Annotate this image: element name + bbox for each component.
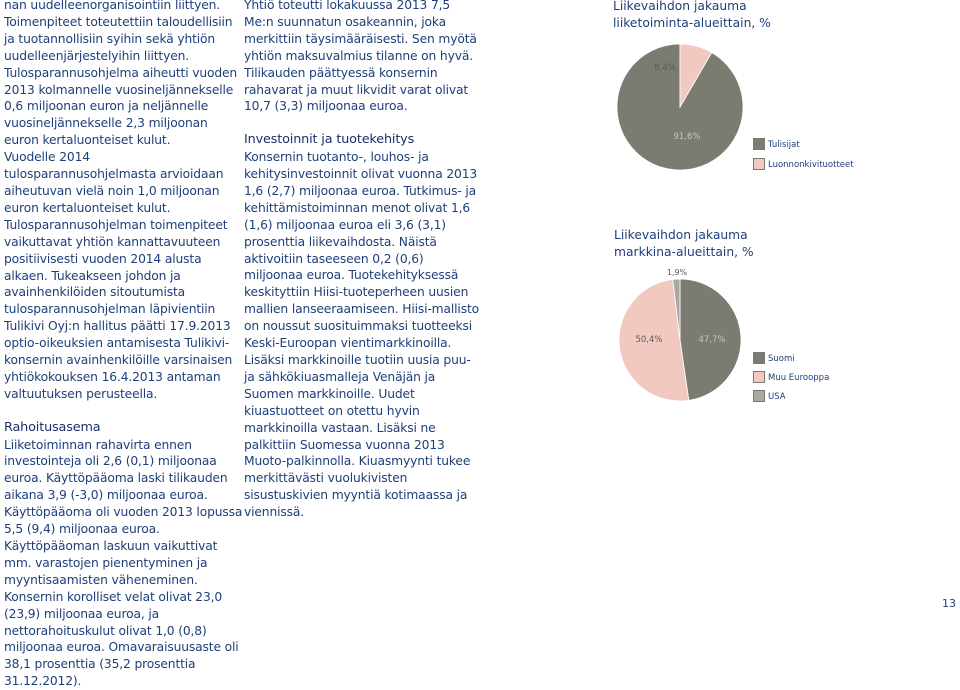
legend-label: Muu Eurooppa	[768, 373, 830, 383]
legend-item	[753, 158, 953, 172]
legend-label: Tulisijat	[768, 140, 800, 150]
legend-item	[753, 352, 953, 366]
legend-item	[753, 371, 953, 385]
paragraph: nan uudelleenorganisointiin liittyen. Toimenpiteet toteutettiin taloudellisiin ja tuotannollisiin syihin sekä yhtiön uudelleenjärjestelyihin liittyen.	[4, 0, 233, 63]
section-heading-investoinnit: Investoinnit ja tuotekehitys	[244, 132, 415, 148]
legend-label: USA	[768, 392, 786, 402]
spacer	[4, 403, 244, 420]
legend-swatch	[753, 138, 765, 150]
paragraph: Liiketoiminnan rahavirta ennen investointeja oli 2,6 (0,1) miljoonaa euroa. Käyttöpääoma laski tilikauden aikana 3,9 (-3,0) miljoonaa euroa. Käyttöpääoma oli vuoden 2013 lopussa 5,5 (9,4) miljoonaa euroa. Käyttöpääoman laskuun vaikuttivat mm. varastojen pienentyminen ja myyntisaamisten väheneminen. Konsernin korolliset velat olivat 23,0 (23,9) miljoonaa euroa, ja nettorahoituskulut olivat 1,0 (0,8) miljoonaa euroa. Omavaraisuusaste oli 38,1 prosenttia (35,2 prosenttia 31.12.2012).	[4, 437, 243, 689]
pie-data-label-0: 47,7%	[698, 335, 726, 345]
paragraph: Vuodelle 2014 tulosparannusohjelmasta arvioidaan aiheutuvan vielä noin 1,0 miljoonan euron kertaluonteiset kulut.	[4, 150, 224, 215]
legend-swatch	[753, 390, 765, 402]
legend-item	[753, 390, 953, 404]
pie-data-label-2: 1,9%	[666, 268, 688, 277]
text-column-left	[4, 0, 244, 690]
text-column-middle	[244, 0, 482, 521]
pie-chart-business-areas	[600, 30, 760, 190]
pie-data-label-0: 91,6%	[673, 132, 701, 142]
paragraph: Konsernin tuotanto-, louhos- ja kehitysinvestoinnit olivat vuonna 2013 1,6 (2,7) miljoonaa euroa. Tutkimus- ja kehittämistoiminnan menot olivat 1,6 (1,6) miljoonaa euroa eli 3,6 (3,1) prosenttia liikevaihdosta. Näistä aktivoitiin taseeseen 0,2 (0,6) miljoonaa euroa. Tuotekehityksessä keskityttiin Hiisi-tuoteperheen uusien mallien lanseeraamiseen. Hiisi-mallisto on noussut suosituimmaksi tuotteeksi Keski-Euroopan vientimarkkinoilla. Lisäksi markkinoille tuotiin uusia puu- ja sähkökiuasmalleja Venäjän ja Suomen markkinoille. Uudet kiuastuotteet on otettu hyvin markkinoilla vastaan. Lisäksi ne palkittiin Suomessa vuonna 2013 Muoto-palkinnolla. Kiuasmyynti tukee merkittävästi vuolukivisten sisustuskivien myyntiä kotimaassa ja viennissä.	[244, 150, 479, 520]
pie-chart-market-areas	[600, 255, 760, 415]
pie-data-label-1: 8,4%	[654, 63, 676, 73]
chart-2-title: Liikevaihdon jakauma markkina-alueittain, %	[614, 228, 754, 259]
chart-1-title: Liikevaihdon jakauma liiketoiminta-alueittain, %	[613, 0, 771, 30]
paragraph: Tulosparannusohjelma aiheutti vuoden 2013 kolmannelle vuosineljännekselle 0,6 miljoonan euron ja neljännelle vuosineljännekselle 2,3 miljoonan euron kertaluonteiset kulut.	[4, 65, 238, 148]
legend-item	[753, 138, 953, 152]
paragraph: Tilikauden päättyessä konsernin rahavarat ja muut likvidit varat olivat 10,7 (3,3) miljoonaa euroa.	[244, 65, 469, 114]
page-number: 13	[942, 597, 956, 610]
legend-swatch	[753, 352, 765, 364]
spacer	[244, 115, 482, 132]
paragraph: Yhtiö toteutti lokakuussa 2013 7,5 Me:n suunnatun osakeannin, joka merkittiin täysimääräisesti. Sen myötä yhtiön maksuvalmius tilanne on hyvä.	[244, 0, 477, 63]
legend-swatch	[753, 371, 765, 383]
legend-label: Suomi	[768, 354, 795, 364]
paragraph: Tulosparannusohjelman toimenpiteet vaikuttavat yhtiön kannattavuuteen positiivisesti vuoden 2014 alusta alkaen. Tukeakseen johdon ja avainhenkilöiden sitoutumista tulosparannusohjelman läpivientiin Tulikivi Oyj:n hallitus päätti 17.9.2013 optio-oikeuksien antamisesta Tulikivi-konsernin avainhenkilöille varsinaisen yhtiökokouksen 16.4.2013 antaman valtuutuksen perusteella.	[4, 217, 233, 401]
legend-label: Luonnonkivituotteet	[768, 160, 854, 170]
pie-data-label-1: 50,4%	[635, 335, 663, 345]
section-heading-rahoitusasema: Rahoitusasema	[4, 419, 101, 435]
legend-swatch	[753, 158, 765, 170]
